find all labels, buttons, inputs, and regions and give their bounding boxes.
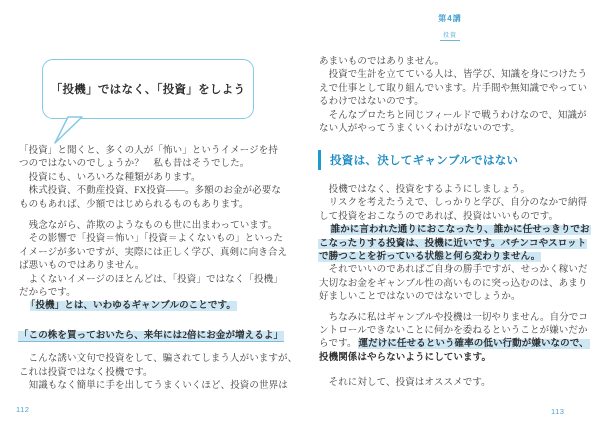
- text-line: [318, 264, 586, 277]
- text-line: [318, 184, 586, 197]
- text-segment: 株式投資、不動産投資、FX投資——。多額のお金が必要な: [19, 186, 281, 197]
- text-segment: 知識もなく簡単に手を出してうまくいくほど、投資の世界は: [19, 381, 288, 392]
- text-line: [18, 260, 286, 273]
- text-line: [318, 352, 586, 365]
- page-title: 「投機」ではなく、「投資」をしよう: [50, 84, 246, 96]
- text-segment: そんなプロたちと同じフィールドで戦うわけなので、知識が: [319, 110, 587, 121]
- text-line: [318, 238, 586, 251]
- text-line: [318, 251, 586, 264]
- text-segment: ちなみに私はギャンブルや投機は一切やりません。自分でコ: [319, 312, 588, 323]
- text-segment: こんな誘い文句で投資をして、騙されてしまう人がいますが、: [19, 354, 298, 365]
- text-segment: 投資にも、いろいろな種類があります。: [19, 172, 201, 183]
- text-segment: [18, 301, 30, 311]
- text-line: [318, 224, 590, 237]
- text-line: [318, 123, 586, 136]
- speech-bubble: [42, 59, 254, 119]
- text-segment: えで仕事として取り組んでいます。片手間や無知識でやってい: [319, 83, 588, 94]
- text-line: [318, 377, 586, 390]
- text-segment: それでいいのであればご自身の勝手ですが、せっかく稼いだ: [319, 265, 588, 276]
- body-text-right-bottom: [318, 184, 590, 391]
- text-line: [18, 380, 286, 393]
- text-segment: ない人がやってうまくいくわけがないのです。: [319, 124, 520, 135]
- text-line: [318, 211, 586, 224]
- chapter-label: 第4講: [438, 14, 462, 23]
- text-segment: るわけではないのです。: [319, 97, 424, 108]
- text-line: [18, 172, 286, 185]
- text-segment: よくないイメージのほとんどは、「投資」ではなく「投機」: [19, 274, 283, 285]
- text-segment: 「この株を買っておいたら、来年には2倍にお金が増えるよ」: [19, 330, 284, 341]
- body-text-left: [18, 145, 298, 394]
- text-segment: で勝つことを祈っている状態と何ら変わりません。: [319, 252, 541, 263]
- text-segment: 誰かに言われた通りにおこなったり、誰かに任せっきりでお: [330, 225, 590, 236]
- text-line: [18, 353, 298, 366]
- text-segment: つのではないのでしょうか？ 私も昔はそうでした。: [19, 159, 250, 170]
- text-line: [318, 110, 586, 123]
- text-segment: 残念ながら、詐欺のようなものも世に出まわっています。: [19, 221, 278, 232]
- text-line: [18, 233, 286, 246]
- text-segment: 好ましいことではないのではないでしょうか。: [319, 292, 521, 303]
- text-line: [318, 338, 589, 351]
- text-line: [18, 158, 286, 171]
- text-segment: リスクを考えたうえで、しっかりと学び、自分のなかで納得: [319, 198, 588, 209]
- text-segment: 運だけに任せるという確率の低い行動が嫌いなので、: [358, 339, 589, 350]
- text-segment: 「投機」とは、いわゆるギャンブルのことです。: [30, 301, 236, 312]
- body-text-right-top: [318, 56, 586, 136]
- text-line: [318, 56, 586, 69]
- text-segment: その影響で「投資＝怖い」「投資＝よくないもの」といった: [19, 234, 284, 245]
- text-segment: らです。: [319, 339, 357, 350]
- text-line: [18, 300, 286, 313]
- text-line: [18, 145, 286, 158]
- text-segment: ものもあれば、少額ではじめられるものもあります。: [19, 199, 249, 210]
- text-segment: 「投資」と聞くと、多くの人が「怖い」というイメージを持: [19, 146, 278, 156]
- page-number-left: 112: [16, 405, 30, 414]
- text-segment: あまいものではありません。: [319, 57, 445, 67]
- text-segment: 大切なお金をギャンブル性の高いものに突っ込むのは、あまり: [319, 278, 588, 289]
- text-segment: 投機ではなく、投資をするようにしましょう。: [319, 185, 531, 195]
- text-segment: こなったりする投資は、投機に近いです。パチンコやスロット: [319, 238, 587, 249]
- page-number-right: 113: [551, 407, 565, 416]
- text-line: [18, 274, 286, 287]
- speech-bubble-tail-icon: [47, 116, 87, 146]
- text-line: [318, 197, 586, 210]
- text-line: [18, 185, 286, 198]
- text-line: [318, 291, 586, 304]
- text-segment: [318, 225, 330, 235]
- text-line: [318, 96, 586, 109]
- text-segment: 投資で生計を立てている人は、皆学び、知識を身につけたう: [319, 70, 588, 81]
- text-line: [18, 330, 286, 343]
- text-segment: ば悪いものではありません。: [19, 261, 145, 272]
- text-line: [18, 247, 286, 260]
- text-line: [318, 278, 586, 291]
- text-line: [318, 325, 586, 338]
- text-line: [18, 367, 286, 380]
- text-segment: だからです。: [19, 288, 76, 299]
- text-line: [318, 69, 586, 82]
- text-segment: これは投資ではなく投機です。: [19, 367, 153, 378]
- text-line: [318, 312, 586, 325]
- text-segment: それに対して、投資はオススメです。: [319, 378, 491, 389]
- text-segment: イメージが多いですが、実際には正しく学び、真剣に向き合え: [19, 247, 288, 258]
- text-line: [18, 220, 286, 233]
- section-label: 投資: [440, 30, 460, 41]
- text-segment: 投機関係はやらないようにしています。: [319, 352, 492, 363]
- text-line: [318, 83, 586, 96]
- text-line: [18, 199, 286, 212]
- text-segment: ントロールできないことに何かを委ねるということが嫌いだか: [319, 326, 588, 337]
- text-segment: して投資をおこなうのであれば、投資はいいものです。: [319, 211, 559, 222]
- text-line: [18, 287, 286, 300]
- section-heading: 投資は、決してギャンブルではない: [318, 150, 518, 170]
- running-head: [420, 13, 480, 42]
